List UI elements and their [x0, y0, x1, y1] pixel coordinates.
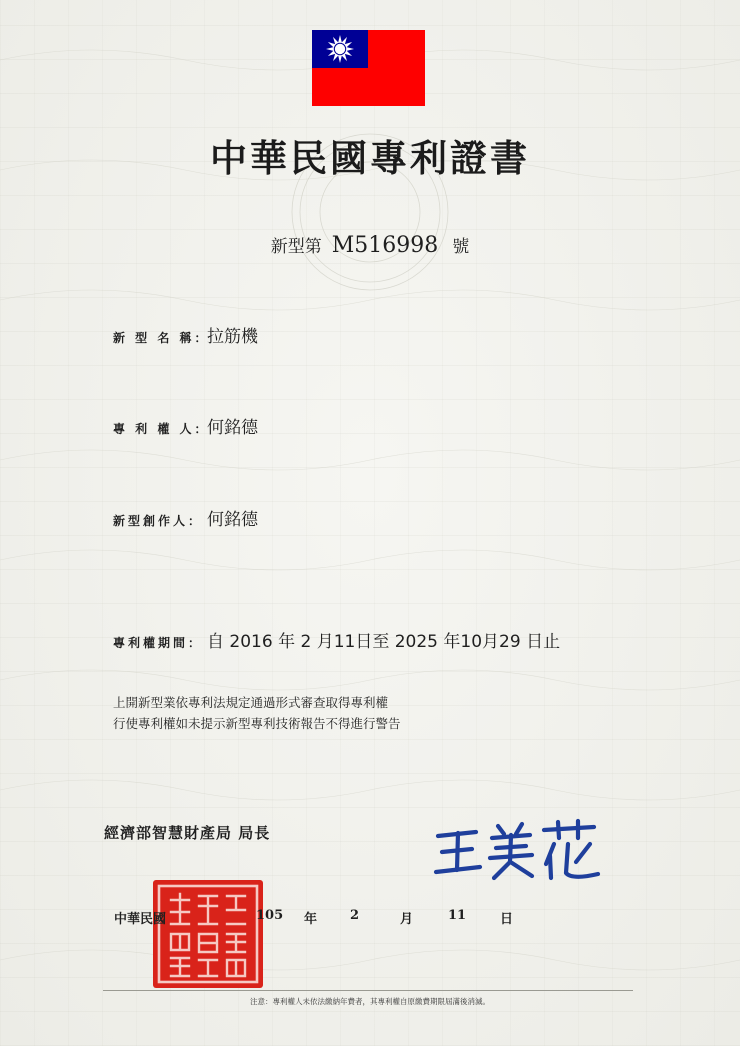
date-year: 105 — [256, 908, 284, 923]
notice-line: 上開新型業依專利法規定通過形式審查取得專利權 — [113, 695, 389, 710]
field-patent-term — [113, 627, 560, 652]
notice-line: 行使專利權如未提示新型專利技術報告不得進行警告 — [113, 716, 401, 731]
field-value: 拉筋機 — [207, 327, 258, 347]
patent-number-prefix: 新型第 — [270, 237, 322, 257]
date-year-label: 年 — [304, 912, 318, 927]
field-value: 何銘德 — [207, 418, 258, 438]
certificate-title: 中華民國專利證書 — [210, 136, 530, 180]
footnote: 注意：專利權人未依法繳納年費者，其專利權自原繳費期限屆滿後消滅。 — [250, 997, 490, 1006]
official-seal-icon — [153, 880, 263, 988]
date-era: 中華民國 — [114, 912, 167, 927]
date-month: 2 — [350, 908, 360, 923]
field-label: 專 利 權 人： — [113, 422, 210, 436]
director-signature — [432, 818, 604, 884]
patent-number-suffix: 號 — [452, 237, 470, 257]
date-month-label: 月 — [400, 912, 414, 927]
field-value: 自 2016 年 2 月11日至 2025 年10月29 日止 — [207, 632, 561, 652]
footer-divider — [103, 990, 633, 991]
roc-flag-icon — [312, 30, 425, 106]
patent-number: M516998 — [331, 233, 439, 258]
patent-number-line — [0, 232, 740, 258]
legal-notice — [113, 692, 401, 734]
field-label: 專利權期間： — [113, 636, 204, 650]
field-patentee — [113, 413, 258, 438]
date-day-label: 日 — [500, 912, 514, 927]
date-day: 11 — [448, 908, 467, 923]
field-model-name — [113, 322, 258, 347]
field-value: 何銘德 — [207, 510, 258, 530]
issuing-agency: 經濟部智慧財產局 局長 — [104, 824, 271, 842]
field-label: 新 型 名 稱： — [113, 331, 210, 345]
field-creator — [113, 505, 258, 530]
field-label: 新型創作人： — [113, 514, 204, 528]
